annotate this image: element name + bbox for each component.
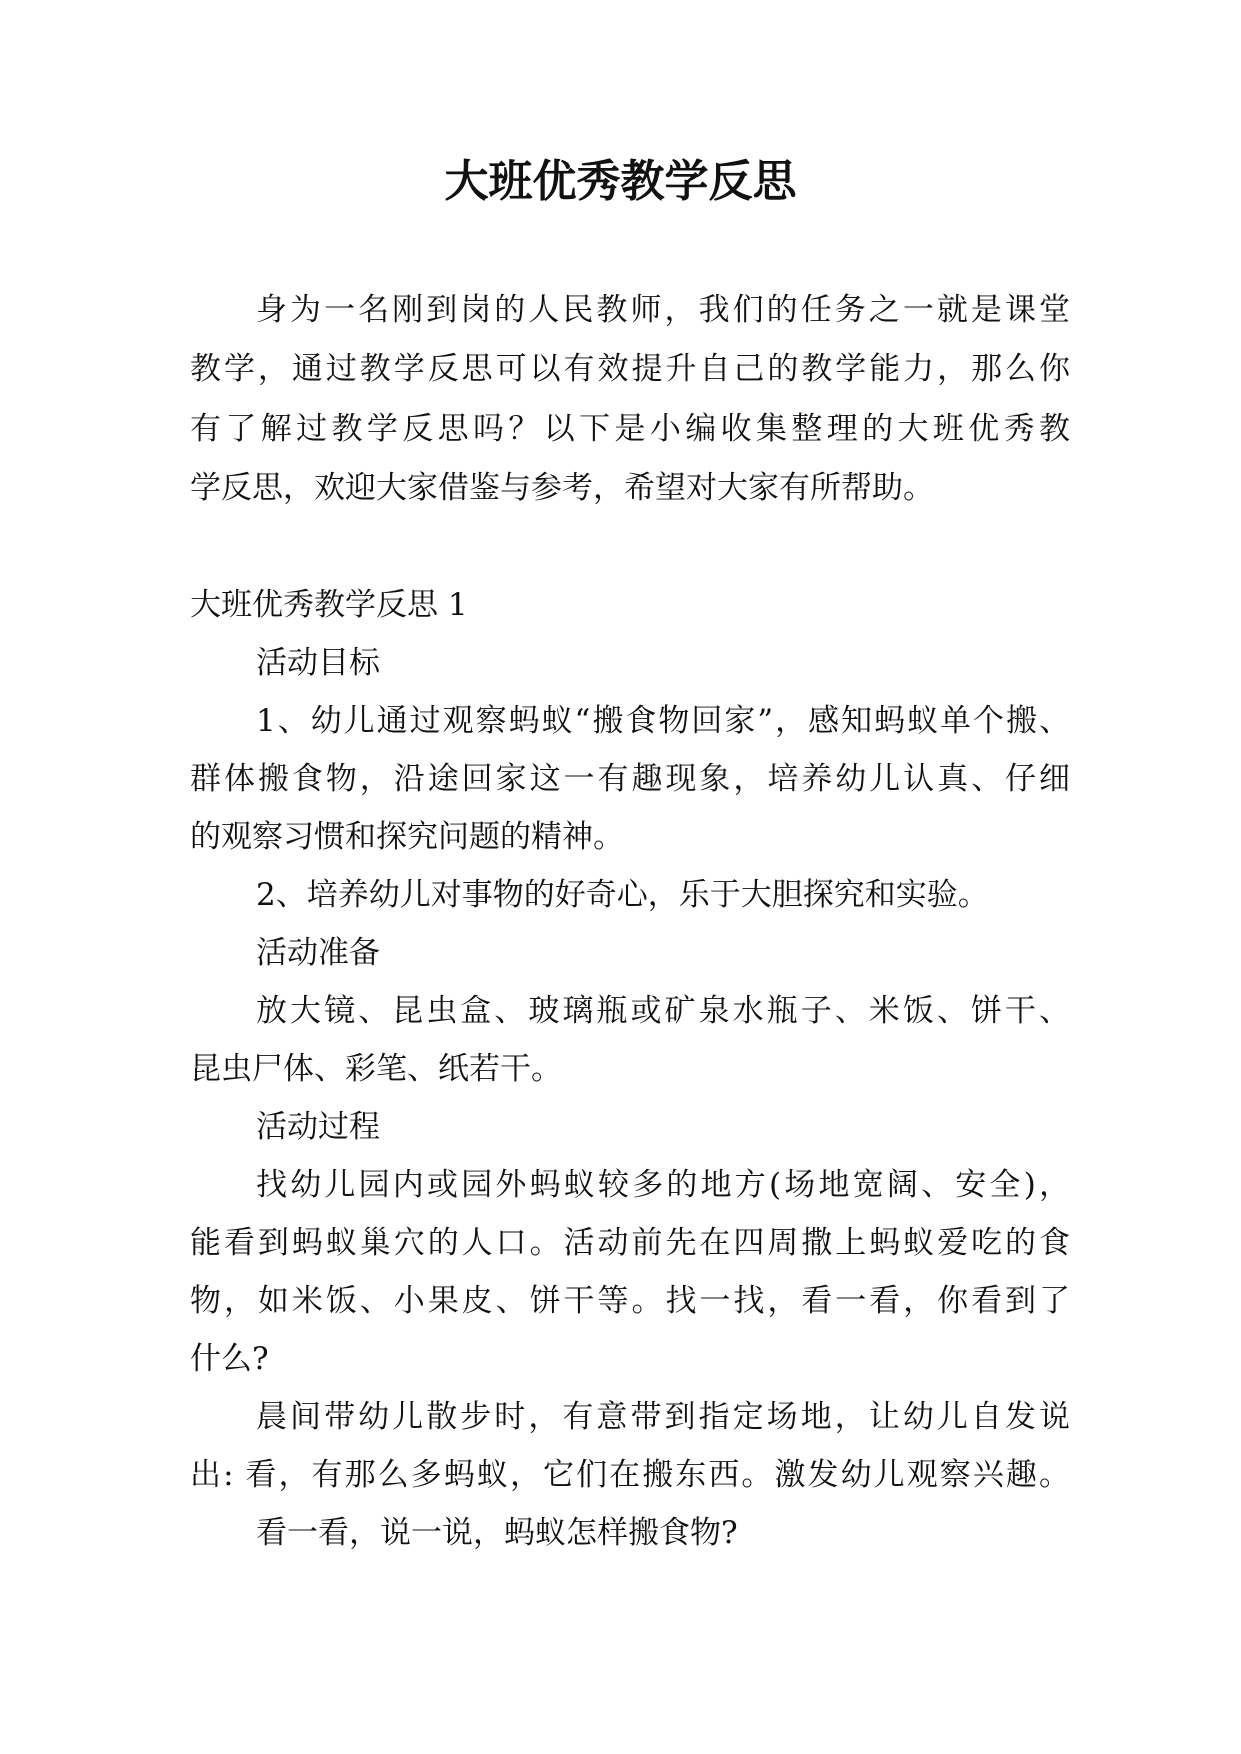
- body-line: 物，如米饭、小果皮、饼干等。找一找，看一看，你看到了: [190, 1283, 1070, 1319]
- body-line: 活动过程: [256, 1109, 380, 1145]
- intro-line: 教学，通过教学反思可以有效提升自己的教学能力，那么你: [190, 351, 1070, 387]
- intro-line: 有了解过教学反思吗？以下是小编收集整理的大班优秀教: [190, 411, 1070, 447]
- body-line: 能看到蚂蚁巢穴的人口。活动前先在四周撒上蚂蚁爱吃的食: [190, 1225, 1070, 1261]
- body-line: 群体搬食物，沿途回家这一有趣现象，培养幼儿认真、仔细: [190, 761, 1070, 797]
- body-line: 晨间带幼儿散步时，有意带到指定场地，让幼儿自发说: [256, 1399, 1070, 1435]
- document-title: 大班优秀教学反思: [444, 156, 797, 207]
- body-line: 看一看，说一说，蚂蚁怎样搬食物?: [256, 1515, 738, 1551]
- body-line: 活动目标: [256, 645, 380, 681]
- body-line: 活动准备: [256, 935, 380, 971]
- section-heading: 大班优秀教学反思 1: [190, 587, 468, 623]
- intro-line: 学反思，欢迎大家借鉴与参考，希望对大家有所帮助。: [190, 470, 934, 506]
- body-line: 找幼儿园内或园外蚂蚁较多的地方(场地宽阔、安全)，: [256, 1167, 1070, 1203]
- intro-line: 身为一名刚到岗的人民教师，我们的任务之一就是课堂: [256, 292, 1070, 328]
- body-line: 昆虫尸体、彩笔、纸若干。: [190, 1051, 562, 1087]
- body-line: 出: 看，有那么多蚂蚁，它们在搬东西。激发幼儿观察兴趣。: [190, 1457, 1070, 1493]
- body-line: 放大镜、昆虫盒、玻璃瓶或矿泉水瓶子、米饭、饼干、: [256, 993, 1070, 1029]
- body-line: 什么?: [190, 1341, 269, 1377]
- body-line: 的观察习惯和探究问题的精神。: [190, 819, 624, 855]
- body-line: 2、培养幼儿对事物的好奇心，乐于大胆探究和实验。: [256, 877, 989, 913]
- body-line: 1、幼儿通过观察蚂蚁“搬食物回家”，感知蚂蚁单个搬、: [256, 703, 1070, 739]
